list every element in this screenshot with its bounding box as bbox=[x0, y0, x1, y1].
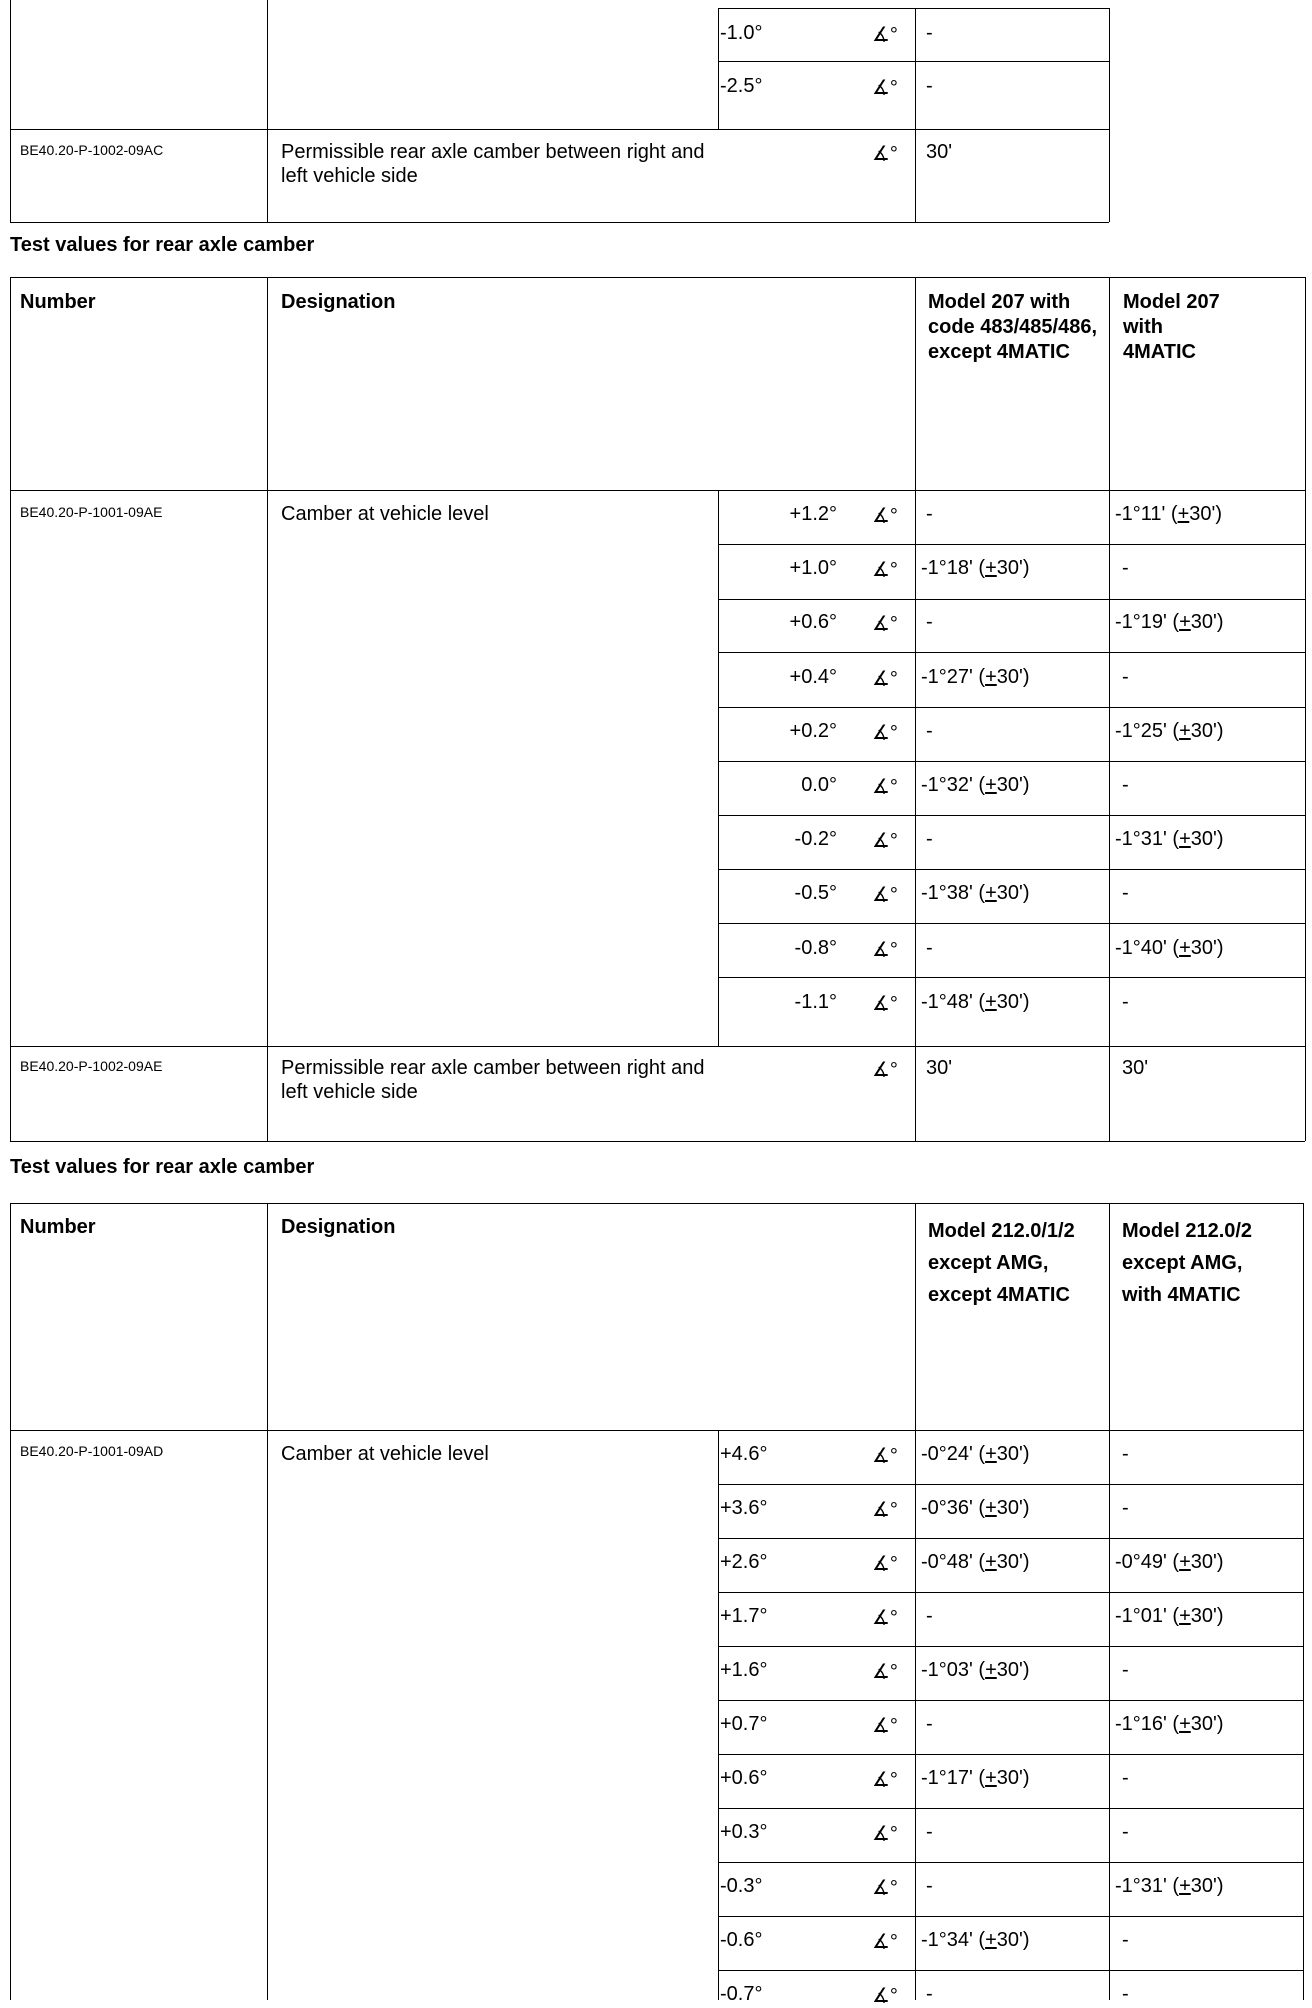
angle-icon: ∡° bbox=[872, 884, 898, 907]
row-number: BE40.20-P-1001-09AE bbox=[20, 504, 163, 520]
angle-icon: ∡° bbox=[872, 1059, 898, 1081]
col1-value: - bbox=[926, 1983, 933, 2005]
col1-value: - bbox=[926, 828, 933, 851]
camber-value: 0.0° bbox=[801, 774, 837, 796]
col1-value: -1°48' (+30') bbox=[921, 990, 1030, 1013]
camber-value: +0.6° bbox=[720, 1767, 768, 1789]
col2-value: - bbox=[1122, 665, 1129, 688]
col2-value: -1°11' (+30') bbox=[1115, 503, 1222, 525]
col1-value: -1°38' (+30') bbox=[921, 882, 1030, 905]
col2-value: - bbox=[1122, 1659, 1129, 1681]
camber-value: +1.7° bbox=[720, 1605, 768, 1627]
col1-value: - bbox=[926, 75, 933, 97]
camber-value: +0.6° bbox=[789, 611, 837, 634]
col2-value: 30' bbox=[1122, 1057, 1149, 1079]
col2-value: - bbox=[1122, 774, 1129, 796]
angle-icon: ∡° bbox=[872, 1499, 898, 1521]
col2-value: -1°19' (+30') bbox=[1115, 611, 1224, 634]
col2-value: - bbox=[1122, 1767, 1129, 1789]
header-col2: Model 207 with 4MATIC bbox=[1123, 291, 1220, 363]
header-col1: Model 207 with code 483/485/486, except 4MATIC bbox=[928, 291, 1098, 363]
col2-value: -1°16' (+30') bbox=[1115, 1713, 1224, 1735]
camber-value: +0.4° bbox=[789, 665, 837, 688]
row-designation: Camber at vehicle level bbox=[281, 503, 489, 525]
col2-value: - bbox=[1122, 882, 1129, 905]
header-designation: Designation bbox=[281, 1216, 396, 1238]
angle-icon: ∡° bbox=[872, 1661, 898, 1683]
angle-icon: ∡° bbox=[872, 77, 898, 99]
col1-value: -1°27' (+30') bbox=[921, 665, 1030, 688]
header-number: Number bbox=[20, 1216, 96, 1238]
table-caption: Test values for rear axle camber bbox=[10, 234, 315, 256]
camber-value: +0.7° bbox=[720, 1713, 768, 1735]
col2-value: -1°25' (+30') bbox=[1115, 719, 1224, 742]
col2-value: - bbox=[1122, 1983, 1129, 2005]
camber-value: +3.6° bbox=[720, 1497, 768, 1519]
angle-icon: ∡° bbox=[872, 830, 898, 853]
col1-value: - bbox=[926, 611, 933, 634]
angle-icon: ∡° bbox=[872, 776, 898, 798]
angle-icon: ∡° bbox=[872, 143, 898, 165]
row-designation: Permissible rear axle camber between right and left vehicle side bbox=[281, 1057, 705, 1103]
col1-value: -1°18' (+30') bbox=[921, 557, 1030, 580]
camber-value: +0.2° bbox=[789, 719, 837, 742]
camber-value: +1.2° bbox=[789, 503, 837, 525]
camber-value: +2.6° bbox=[720, 1551, 768, 1573]
angle-icon: ∡° bbox=[872, 1769, 898, 1791]
col2-value: -1°01' (+30') bbox=[1115, 1605, 1224, 1627]
camber-value: +4.6° bbox=[720, 1443, 768, 1465]
header-designation: Designation bbox=[281, 291, 396, 313]
angle-icon: ∡° bbox=[872, 1445, 898, 1467]
header-col1: Model 212.0/1/2 except AMG, except 4MATIC bbox=[928, 1220, 1075, 1306]
camber-value: -0.7° bbox=[720, 1983, 763, 2005]
col2-value: -0°49' (+30') bbox=[1115, 1551, 1224, 1573]
col1-value: -1°17' (+30') bbox=[921, 1767, 1030, 1789]
col2-value: -1°31' (+30') bbox=[1115, 828, 1224, 851]
col2-value: - bbox=[1122, 990, 1129, 1013]
row-number: BE40.20-P-1002-09AC bbox=[20, 142, 164, 158]
col1-value: - bbox=[926, 936, 933, 959]
col1-value: - bbox=[926, 1875, 933, 1897]
camber-value: -0.3° bbox=[720, 1875, 763, 1897]
col1-value: -0°36' (+30') bbox=[921, 1497, 1030, 1519]
angle-icon: ∡° bbox=[872, 1715, 898, 1737]
camber-value: +1.6° bbox=[720, 1659, 768, 1681]
col1-value: - bbox=[926, 503, 933, 525]
camber-value: -1.0° bbox=[720, 22, 763, 44]
col2-value: -1°40' (+30') bbox=[1115, 936, 1224, 959]
angle-icon: ∡° bbox=[872, 992, 898, 1015]
camber-value: +0.3° bbox=[720, 1821, 768, 1843]
camber-value: -0.2° bbox=[794, 828, 837, 851]
col2-value: - bbox=[1122, 1821, 1129, 1843]
col2-value: - bbox=[1122, 1929, 1129, 1951]
col1-value: -1°03' (+30') bbox=[921, 1659, 1030, 1681]
angle-icon: ∡° bbox=[872, 559, 898, 582]
camber-value: -1.1° bbox=[794, 990, 837, 1013]
col1-value: 30' bbox=[926, 1057, 953, 1079]
col1-value: - bbox=[926, 1605, 933, 1627]
col2-value: - bbox=[1122, 1497, 1129, 1519]
col2-value: - bbox=[1122, 1443, 1129, 1465]
angle-icon: ∡° bbox=[872, 505, 898, 527]
row-number: BE40.20-P-1001-09AD bbox=[20, 1443, 164, 1459]
col1-value: -1°32' (+30') bbox=[921, 774, 1030, 796]
camber-value: +1.0° bbox=[789, 557, 837, 580]
col1-value: - bbox=[926, 719, 933, 742]
col1-value: -1°34' (+30') bbox=[921, 1929, 1030, 1951]
row-designation: Permissible rear axle camber between right and left vehicle side bbox=[281, 141, 705, 187]
camber-value: -0.6° bbox=[720, 1929, 763, 1951]
camber-value: -0.5° bbox=[794, 882, 837, 905]
angle-icon: ∡° bbox=[872, 721, 898, 744]
angle-icon: ∡° bbox=[872, 1553, 898, 1575]
angle-icon: ∡° bbox=[872, 1931, 898, 1953]
col1-value: 30' bbox=[926, 141, 953, 163]
col1-value: -0°24' (+30') bbox=[921, 1443, 1030, 1465]
angle-icon: ∡° bbox=[872, 1607, 898, 1629]
row-designation: Camber at vehicle level bbox=[281, 1443, 489, 1465]
angle-icon: ∡° bbox=[872, 1985, 898, 2007]
header-col2: Model 212.0/2 except AMG, with 4MATIC bbox=[1122, 1220, 1253, 1306]
angle-icon: ∡° bbox=[872, 1823, 898, 1845]
angle-icon: ∡° bbox=[872, 613, 898, 636]
row-number: BE40.20-P-1002-09AE bbox=[20, 1058, 163, 1074]
angle-icon: ∡° bbox=[872, 24, 898, 46]
table-caption: Test values for rear axle camber bbox=[10, 1156, 315, 1178]
col1-value: - bbox=[926, 1713, 933, 1735]
header-number: Number bbox=[20, 291, 96, 313]
col1-value: - bbox=[926, 1821, 933, 1843]
col1-value: -0°48' (+30') bbox=[921, 1551, 1030, 1573]
col2-value: -1°31' (+30') bbox=[1115, 1875, 1224, 1897]
angle-icon: ∡° bbox=[872, 938, 898, 961]
angle-icon: ∡° bbox=[872, 1877, 898, 1899]
col2-value: - bbox=[1122, 557, 1129, 580]
camber-value: -0.8° bbox=[794, 936, 837, 959]
col1-value: - bbox=[926, 22, 933, 44]
angle-icon: ∡° bbox=[872, 667, 898, 690]
camber-value: -2.5° bbox=[720, 75, 763, 97]
